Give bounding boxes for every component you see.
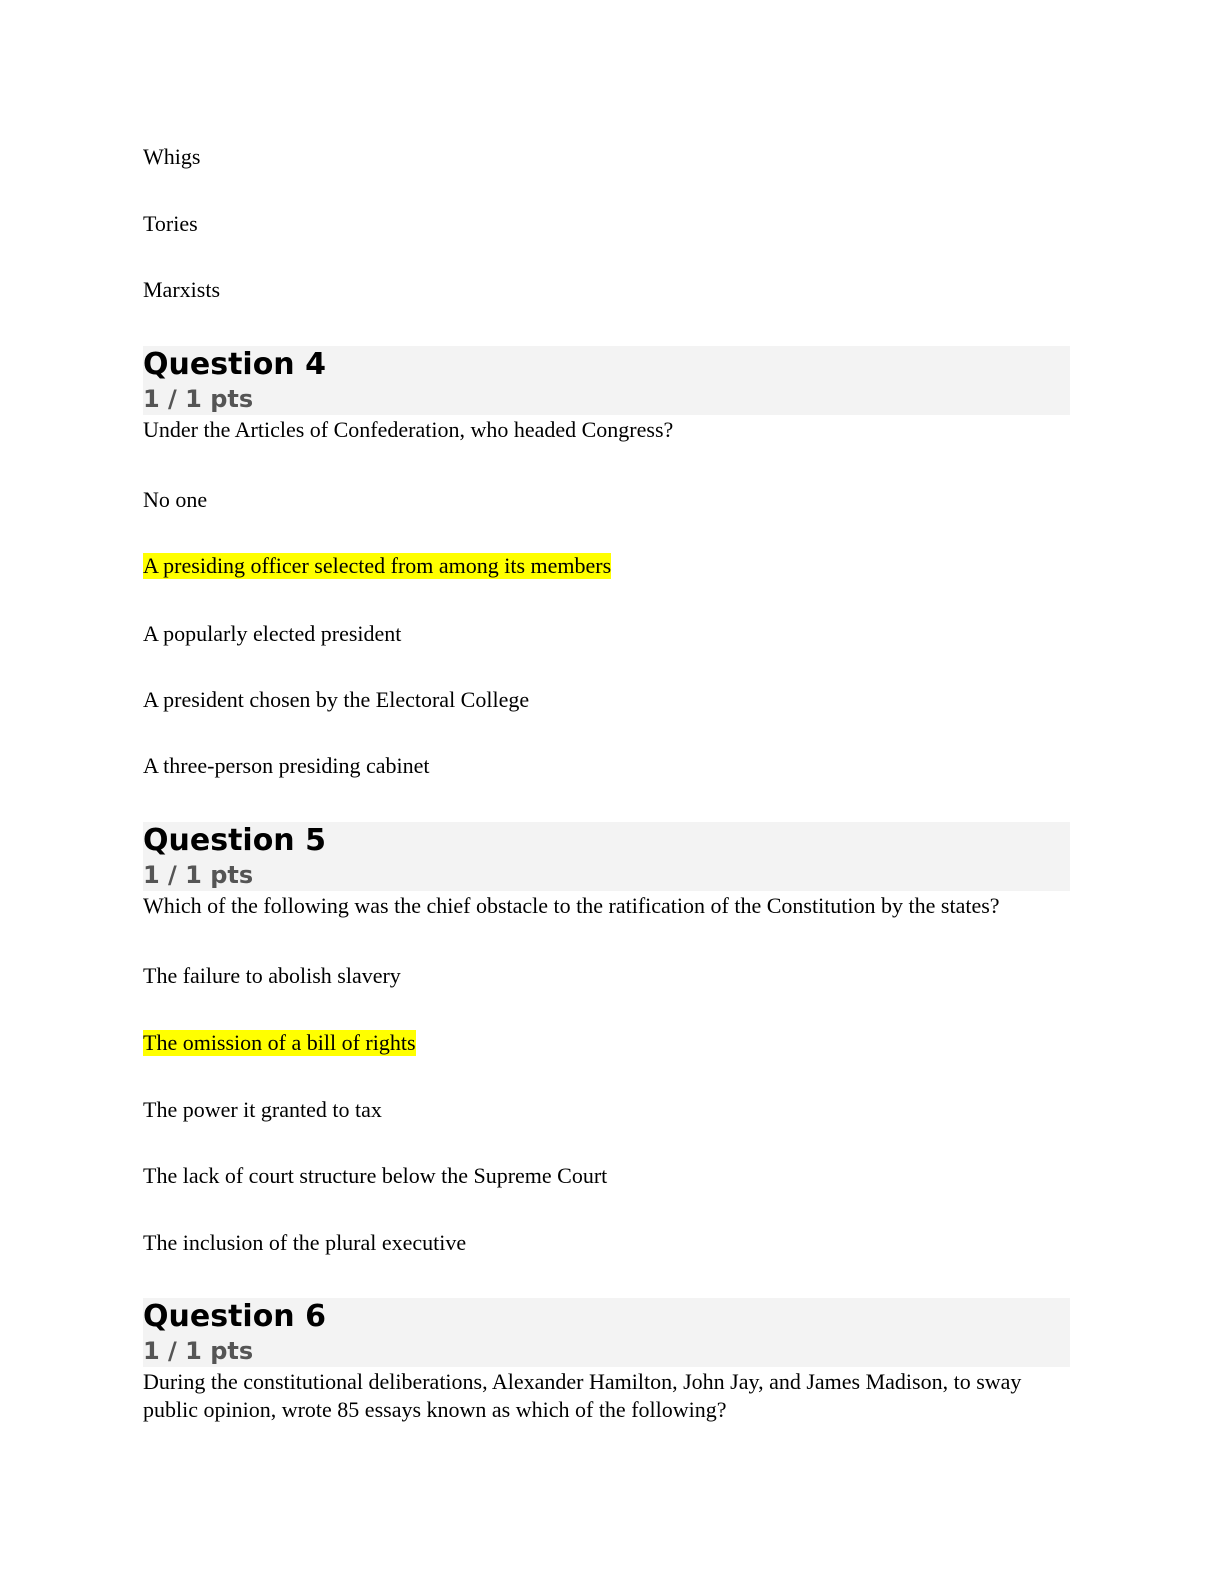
answer-option[interactable]: Whigs [143,144,201,169]
question-header [143,1298,1070,1367]
answer-option[interactable]: The power it granted to tax [143,1097,382,1122]
question-title: Question 6 [143,1299,326,1334]
question-text: Under the Articles of Confederation, who headed Congress? [143,417,674,442]
question-points: 1 / 1 pts [143,861,254,889]
question-title: Question 5 [143,823,326,858]
answer-option[interactable]: The lack of court structure below the Supreme Court [143,1163,608,1188]
answer-option[interactable]: The inclusion of the plural executive [143,1230,467,1255]
answer-option[interactable]: The failure to abolish slavery [143,963,401,988]
answer-option[interactable]: No one [143,487,208,512]
question-text: Which of the following was the chief obstacle to the ratification of the Constitution by the states? [143,893,1000,918]
answer-option[interactable]: Tories [143,211,198,236]
question-text: During the constitutional deliberations, Alexander Hamilton, John Jay, and James Madison, to sway public opinion, wrote 85 essays known as which of the following? [143,1369,1022,1422]
question-header [143,346,1070,415]
answer-option-selected[interactable]: The omission of a bill of rights [143,1030,416,1055]
question-points: 1 / 1 pts [143,1337,254,1365]
question-header [143,822,1070,891]
answer-option[interactable]: A popularly elected president [143,621,402,646]
answer-option[interactable]: Marxists [143,277,220,302]
answer-option-selected[interactable]: A presiding officer selected from among its members [143,553,612,578]
question-title: Question 4 [143,347,326,382]
question-points: 1 / 1 pts [143,385,254,413]
answer-option[interactable]: A three-person presiding cabinet [143,753,430,778]
answer-option[interactable]: A president chosen by the Electoral College [143,687,530,712]
